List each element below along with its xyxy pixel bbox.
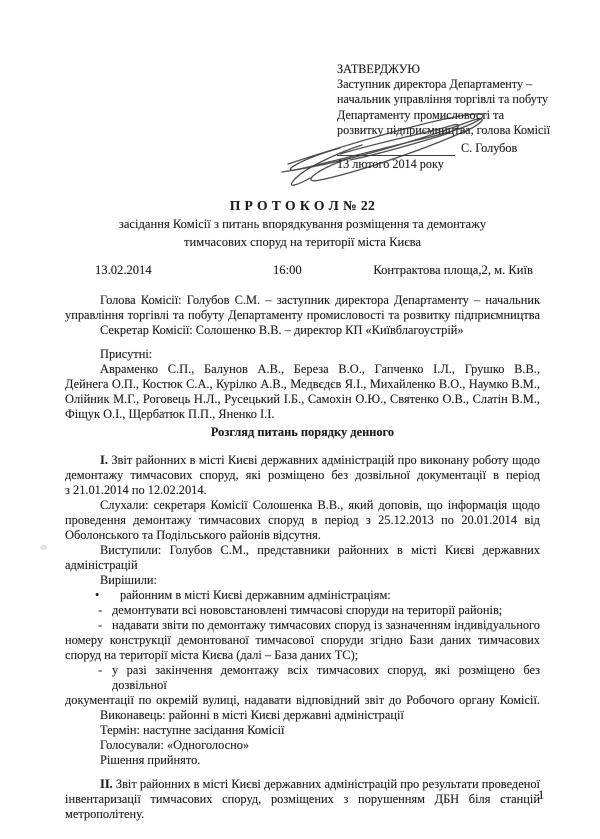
doc-line: інвентаризації тимчасових споруд, розміщених з порушенням ДБН біля станцій xyxy=(65,792,540,807)
meeting-location: Контрактова площа,2, м. Київ xyxy=(373,263,533,278)
doc-line: Секретар Комісії: Солошенко В.В. – директор КП «Київблагоустрій» xyxy=(100,323,464,338)
meeting-date: 13.02.2014 xyxy=(95,263,152,278)
doc-line: адміністрацій xyxy=(65,558,138,573)
doc-line: метрополітену. xyxy=(65,807,145,822)
doc-line: з 21.01.2014 по 12.02.2014. xyxy=(65,483,207,498)
approval-label: ЗАТВЕРДЖУЮ xyxy=(337,62,420,76)
doc-line: Голосували: «Одноголосно» xyxy=(100,738,250,753)
doc-line: Голова Комісії: Голубов С.М. – заступник директора Департаменту – начальник xyxy=(100,293,540,308)
dash-marker: - xyxy=(98,618,103,633)
doc-line: Дейнега О.П., Костюк С.А., Курілко А.В., Медвєдєв Я.І., Михайленко В.О., Наумко В.М., xyxy=(65,377,540,392)
doc-line: Присутні: xyxy=(100,347,153,362)
doc-line: управління торгівлі та побуту Департаменту промисловості та розвитку підприємництва xyxy=(65,308,540,323)
dash-line: - демонтувати всі нововстановлені тимчасові споруди на території районів; xyxy=(98,603,503,618)
approval-block xyxy=(337,62,551,172)
doc-line: ІІ. Звіт районних в місті Києві державних адміністрацій про результати проведеної xyxy=(100,777,540,792)
doc-line: Фіщук О.І., Щербатюк П.П., Яненко І.І. xyxy=(65,407,275,422)
bullet-line: • районним в місті Києві державним адміністраціям: xyxy=(95,588,391,603)
bullet-marker: • xyxy=(95,588,100,603)
approval-line: начальник управління торгівлі та побуту xyxy=(337,92,549,107)
doc-line: споруд на території міста Києва (далі – База даних ТС); xyxy=(65,648,359,663)
doc-line: демонтажу тимчасових споруд, які розміщено без дозвільної документації в період xyxy=(65,468,540,483)
meeting-time: 16:00 xyxy=(273,263,302,278)
document-subtitle-line: тимчасових споруд на території міста Києва xyxy=(183,235,422,250)
signature-rule xyxy=(337,142,455,156)
doc-line: Олійник М.Г., Роговець Н.Л., Русецький І.Б., Самохін О.Ю., Святенко О.В., Слатін В.М., xyxy=(65,392,540,407)
approval-line: Департаменту промисловості та xyxy=(337,107,504,122)
page-number: 1 xyxy=(538,788,545,802)
doc-line: Виконавець: районні в місті Києві державні адміністрації xyxy=(100,708,404,723)
dash-line: - надавати звіти по демонтажу тимчасових споруд із зазначенням індивідуального xyxy=(98,618,540,633)
doc-line: Оболонського та Подільського районів відсутня. xyxy=(65,528,321,543)
doc-line: Авраменко С.П., Балунов А.В., Береза В.О., Гапченко І.Л., Грушко В.В., xyxy=(100,362,540,377)
title-block xyxy=(65,198,540,250)
approval-date: 13 лютого 2014 року xyxy=(337,157,444,172)
signature-row xyxy=(337,141,540,157)
doc-line: Розгляд питань порядку денного xyxy=(210,425,395,440)
doc-line: номеру конструкції демонтованої тимчасової споруди згідно Бази даних тимчасових xyxy=(65,633,540,648)
dash-marker: - xyxy=(98,663,103,678)
doc-line: Вирішили: xyxy=(100,573,157,588)
signer-name: С. Голубов xyxy=(461,141,518,156)
doc-line: І. Звіт районних в місті Києві державних адміністрацій про виконану роботу щодо xyxy=(100,453,540,468)
document-subtitle-line: засідання Комісії з питань впорядкування розміщення та демонтажу xyxy=(118,217,487,232)
dash-marker: - xyxy=(98,603,103,618)
doc-line: Рішення прийнято. xyxy=(100,753,201,768)
dash-line: - у разі закінчення демонтажу всіх тимчасових споруд, які розміщено без дозвільної xyxy=(98,663,540,693)
meta-row xyxy=(65,263,540,279)
approval-line: розвитку підприємництва, голова Комісії xyxy=(337,122,551,137)
doc-line: Слухали: секретаря Комісії Солошенка В.В., який доповів, що інформація щодо xyxy=(100,498,540,513)
document-body xyxy=(65,293,540,822)
approval-line: Заступник директора Департаменту – xyxy=(337,77,533,92)
doc-line: Виступили: Голубов С.М., представники районних в місті Києві державних xyxy=(100,543,540,558)
doc-line: документації по окремій вулиці, надавати відповідний звіт до Робочого органу Комісії. xyxy=(65,693,540,708)
document-title: П Р О Т О К О Л № 22 xyxy=(229,198,376,214)
doc-line: проведення демонтажу тимчасових споруд в період з 25.12.2013 по 20.01.2014 від xyxy=(65,513,540,528)
scan-noise-speck xyxy=(40,545,47,550)
doc-line: Термін: наступне засідання Комісії xyxy=(100,723,285,738)
